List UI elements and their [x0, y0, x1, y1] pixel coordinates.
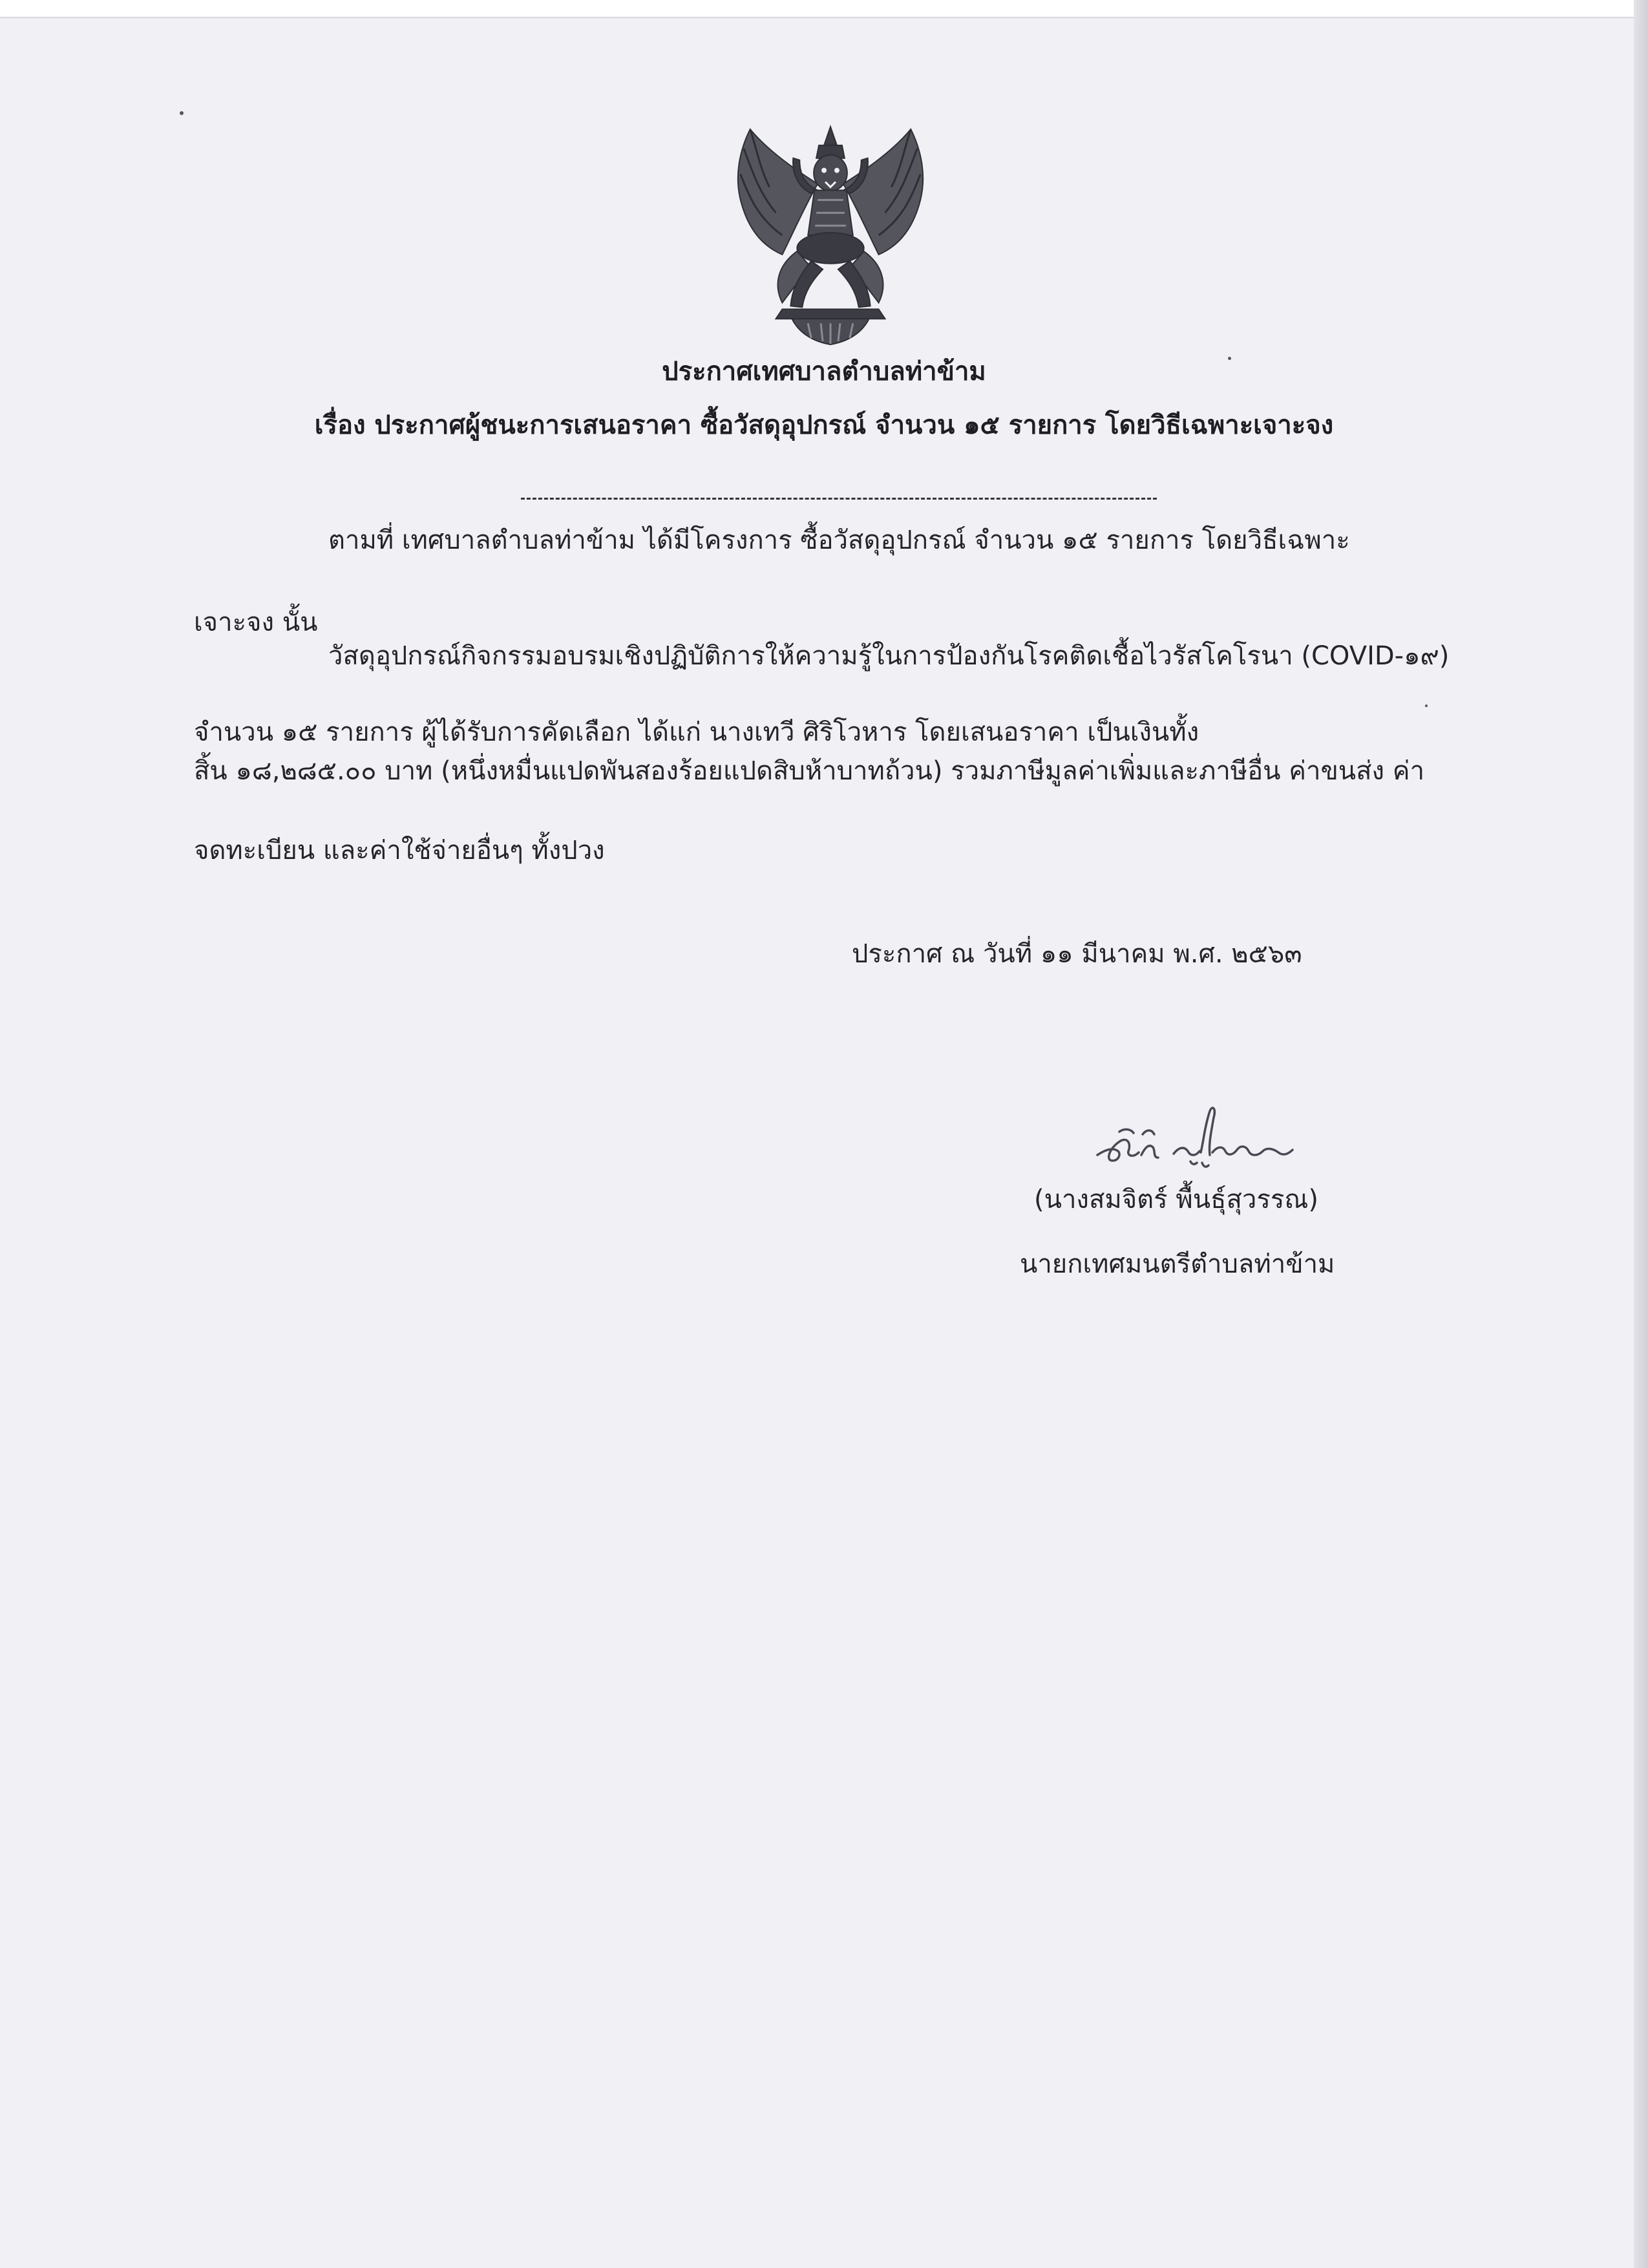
scan-edge-line — [0, 17, 1648, 18]
body-paragraph-2-line-2: จำนวน ๑๕ รายการ ผู้ได้รับการคัดเลือก ได้แก่ นางเทวี ศิริโวหาร โดยเสนอราคา เป็นเงินทั้ง — [194, 717, 1199, 747]
garuda-emblem-icon — [721, 122, 940, 349]
handwritten-signature — [1091, 1096, 1298, 1173]
body-paragraph-2-line-4: จดทะเบียน และค่าใช้จ่ายอื่นๆ ทั้งปวง — [194, 836, 605, 865]
announcement-subject: เรื่อง ประกาศผู้ชนะการเสนอราคา ซื้อวัสดุอุปกรณ์ จำนวน ๑๕ รายการ โดยวิธีเฉพาะเจาะจง — [314, 410, 1334, 440]
announcement-date: ประกาศ ณ วันที่ ๑๑ มีนาคม พ.ศ. ๒๕๖๓ — [852, 939, 1302, 969]
signer-name: (นางสมจิตร์ พื้นธุ์สุวรรณ) — [1034, 1185, 1319, 1214]
signer-position: นายกเทศมนตรีตำบลท่าข้าม — [1020, 1249, 1335, 1279]
announcement-title: ประกาศเทศบาลตำบลท่าข้าม — [662, 357, 986, 387]
body-paragraph-2-line-1: วัสดุอุปกรณ์กิจกรรมอบรมเชิงปฏิบัติการให้ความรู้ในการป้องกันโรคติดเชื้อไวรัสโคโรนา (COVID-๑๙) — [328, 641, 1450, 671]
scan-speck — [1425, 705, 1428, 707]
scan-speck — [1228, 357, 1231, 360]
body-paragraph-1-line-2: เจาะจง นั้น — [194, 608, 318, 637]
scan-right-edge — [1634, 0, 1648, 2268]
body-paragraph-1-line-1: ตามที่ เทศบาลตำบลท่าข้าม ได้มีโครงการ ซื้อวัสดุอุปกรณ์ จำนวน ๑๕ รายการ โดยวิธีเฉพาะ — [328, 525, 1350, 555]
separator-rule — [521, 498, 1157, 500]
body-paragraph-2-line-3: สิ้น ๑๘,๒๘๕.๐๐ บาท (หนึ่งหมื่นแปดพันสองร้อยแปดสิบห้าบาทถ้วน) รวมภาษีมูลค่าเพิ่มและภาษีอื่น ค่าขนส่ง ค่า — [194, 756, 1425, 786]
scan-speck — [180, 111, 184, 115]
scan-top-edge — [0, 0, 1648, 17]
